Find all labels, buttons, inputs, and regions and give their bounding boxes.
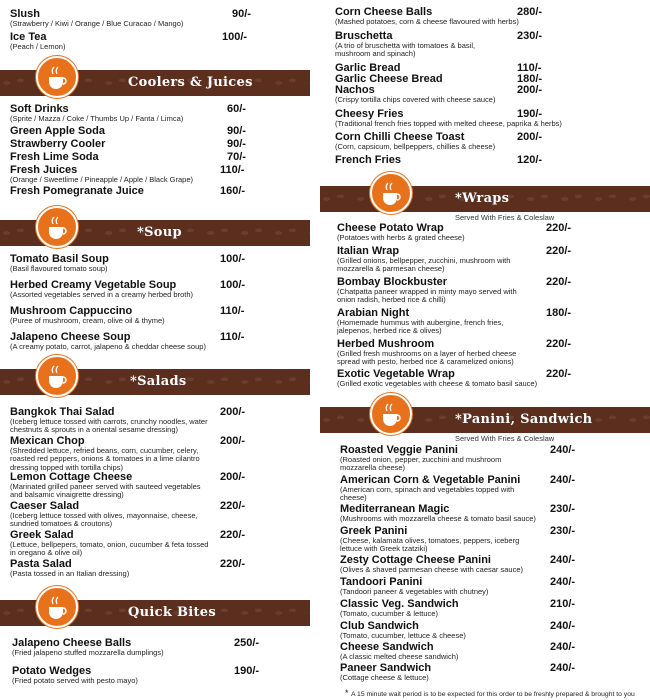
- item-name: Tandoori Panini: [340, 576, 423, 588]
- item-name: Jalapeno Cheese Balls: [12, 637, 132, 649]
- item-desc: (Basil flavoured tomato soup): [10, 264, 108, 273]
- item-name: Classic Veg. Sandwich: [340, 598, 459, 610]
- item-price: 220/-: [220, 500, 246, 512]
- item-name: Mediterranean Magic: [340, 503, 450, 515]
- item-name: Garlic Bread: [335, 62, 401, 74]
- item-name: Paneer Sandwich: [340, 662, 432, 674]
- item-desc: (Traditional french fries topped with melted cheese, paprika & herbs): [335, 119, 562, 128]
- menu-item-corn-chilli-cheese-toast: [335, 131, 535, 151]
- item-price: 180/-: [517, 73, 543, 85]
- item-desc: (Tomato, cucumber & lettuce): [340, 609, 438, 618]
- item-price: 100/-: [222, 31, 248, 43]
- menu-item-jalapeno-cheese-balls: [12, 637, 232, 657]
- item-desc: (Grilled onions, bellpepper, zucchini, mushroom with mozzarella & parmesan cheese): [337, 256, 511, 274]
- item-name: Cheese Potato Wrap: [337, 222, 444, 234]
- item-price: 240/-: [550, 474, 576, 486]
- item-name: Nachos: [335, 84, 375, 96]
- item-name: Club Sandwich: [340, 620, 419, 632]
- item-desc: (Fried jalapeno stuffed mozzarella dumplings): [12, 648, 164, 657]
- section-subtitle: Served With Fries & Coleslaw: [455, 213, 555, 222]
- menu-item-herbed-creamy-vegetable-soup: [10, 279, 230, 299]
- menu-item-paneer-sandwich: [340, 662, 540, 682]
- menu-item-greek-salad: [10, 529, 215, 558]
- item-price: 280/-: [517, 6, 543, 18]
- item-desc: (Tomato, cucumber, lettuce & cheese): [340, 631, 466, 640]
- menu-item-herbed-mushroom: [337, 338, 537, 367]
- item-price: 240/-: [550, 554, 576, 566]
- item-price: 60/-: [227, 103, 246, 115]
- item-price: 100/-: [220, 253, 246, 265]
- item-name: Fresh Juices: [10, 164, 78, 176]
- item-desc: (Tandoori paneer & vegetables with chutney): [340, 587, 489, 596]
- item-price: 190/-: [517, 108, 543, 120]
- item-price: 220/-: [546, 222, 572, 234]
- item-name: Exotic Vegetable Wrap: [337, 368, 455, 380]
- item-name: Greek Panini: [340, 525, 408, 537]
- item-name: Potato Wedges: [12, 665, 92, 677]
- item-price: 70/-: [227, 151, 246, 163]
- item-price: 90/-: [227, 138, 246, 150]
- footnote-text: A 15 minute wait period is to be expected for this order to be freshly prepared & brought to you: [351, 691, 635, 698]
- item-name: Zesty Cottage Cheese Panini: [340, 554, 491, 566]
- item-price: 230/-: [550, 503, 576, 515]
- item-price: 200/-: [517, 131, 543, 143]
- item-desc: (Puree of mushroom, cream, olive oil & thyme): [10, 316, 165, 325]
- item-price: 110/-: [517, 62, 542, 74]
- item-price: 90/-: [227, 125, 246, 137]
- menu-item-classic-veg-sandwich: [340, 598, 540, 618]
- asterisk: *: [345, 688, 352, 698]
- item-desc: (Assorted vegetables served in a creamy herbed broth): [10, 290, 194, 299]
- menu-item-mushroom-cappuccino: [10, 305, 230, 325]
- menu-item-exotic-vegetable-wrap: [337, 368, 567, 388]
- item-desc: (Lettuce, bellpepers, tomato, onion, cucumber & feta tossed in oregano & olive oil): [10, 540, 209, 558]
- item-price: 190/-: [234, 665, 260, 677]
- item-name: Lemon Cottage Cheese: [10, 471, 133, 483]
- item-price: 220/-: [546, 338, 572, 350]
- menu-item-green-apple-soda: [10, 125, 105, 137]
- item-name: Mushroom Cappuccino: [10, 305, 133, 317]
- item-name: French Fries: [335, 154, 402, 166]
- item-price: 230/-: [550, 525, 576, 537]
- menu-item-fresh-lime-soda: [10, 151, 99, 163]
- item-name: Caeser Salad: [10, 500, 80, 512]
- menu-item-cheese-potato-wrap: [337, 222, 527, 242]
- section-title: *Soup: [137, 225, 182, 240]
- item-desc: (Fried potato served with pesto mayo): [12, 676, 138, 685]
- item-price: 110/-: [220, 305, 245, 317]
- item-desc: (Mashed potatoes, corn & cheese flavoured with herbs): [335, 17, 519, 26]
- item-price: 200/-: [220, 435, 246, 447]
- item-price: 250/-: [234, 637, 260, 649]
- item-price: 220/-: [546, 245, 572, 257]
- item-price: 100/-: [220, 279, 246, 291]
- item-price: 240/-: [550, 444, 576, 456]
- item-name: Jalapeno Cheese Soup: [10, 331, 131, 343]
- menu-item-roasted-veggie-panini: [340, 444, 530, 473]
- item-name: Bombay Blockbuster: [337, 276, 448, 288]
- coffee-cup-logo-icon: [370, 172, 412, 214]
- item-name: Garlic Cheese Bread: [335, 73, 443, 85]
- item-desc: (Orange / Sweetlime / Pineapple / Apple / Black Grape): [10, 175, 194, 184]
- coffee-cup-logo-icon: [36, 586, 78, 628]
- menu-item-mexican-chop: [10, 435, 215, 472]
- item-price: 160/-: [220, 185, 246, 197]
- menu-item-soft-drinks: [10, 103, 210, 123]
- menu-item-strawberry-cooler: [10, 138, 105, 150]
- item-price: 220/-: [220, 558, 246, 570]
- item-price: 200/-: [220, 406, 246, 418]
- item-desc: (Iceberg lettuce tossed with olives, mayonnaise, cheese, sundried tomatoes & croutons): [10, 511, 198, 529]
- item-name: Bangkok Thai Salad: [10, 406, 115, 418]
- item-price: 240/-: [550, 576, 576, 588]
- item-desc: (Shredded lettuce, refried beans, corn, cucumber, celery, roasted red peppers, onions & tomatoes in a lime cilantro dressing topped with tortilla chips): [10, 446, 200, 472]
- coffee-cup-logo-icon: [370, 393, 412, 435]
- menu-item-nachos: [335, 84, 535, 104]
- section-title: Coolers & Juices: [128, 75, 253, 90]
- menu-item-lemon-cottage-cheese: [10, 471, 215, 500]
- item-name: Fresh Pomegranate Juice: [10, 185, 144, 197]
- menu-item-cheese-sandwich: [340, 641, 540, 661]
- section-title: *Salads: [130, 374, 187, 389]
- item-price: 120/-: [517, 154, 543, 166]
- section-subtitle: Served With Fries & Coleslaw: [455, 434, 555, 443]
- menu-item-bombay-blockbuster: [337, 276, 527, 305]
- item-desc: (Olives & shaved parmesan cheese with caesar sauce): [340, 565, 524, 574]
- item-price: 110/-: [220, 164, 245, 176]
- item-price: 230/-: [517, 30, 543, 42]
- menu-item-fresh-pomegranate-juice: [10, 185, 144, 197]
- item-name: Herbed Creamy Vegetable Soup: [10, 279, 177, 291]
- item-desc: (Grilled exotic vegetables with cheese & tomato basil sauce): [337, 379, 538, 388]
- item-name: Green Apple Soda: [10, 125, 105, 137]
- menu-item-tandoori-panini: [340, 576, 540, 596]
- item-desc: (Strawberry / Kiwi / Orange / Blue Curacao / Mango): [10, 19, 184, 28]
- item-desc: (Marinated grilled paneer served with sauteed vegetables and balsamic vinaigrette dressing): [10, 482, 201, 500]
- item-name: Cheesy Fries: [335, 108, 404, 120]
- item-name: American Corn & Vegetable Panini: [340, 474, 521, 486]
- item-name: Slush: [10, 8, 40, 20]
- item-name: Italian Wrap: [337, 245, 400, 257]
- item-desc: (Corn, capsicum, bellpeppers, chillies & cheese): [335, 142, 496, 151]
- item-desc: (A trio of bruschetta with tomatoes & basil, mushroom and spinach): [335, 41, 476, 59]
- item-name: Herbed Mushroom: [337, 338, 435, 350]
- item-desc: (American corn, spinach and vegetables topped with cheese): [340, 485, 515, 503]
- section-title: Quick Bites: [128, 605, 216, 620]
- item-desc: (Sprite / Mazza / Coke / Thumbs Up / Fanta / Limca): [10, 114, 184, 123]
- menu-item-pasta-salad: [10, 558, 215, 578]
- item-desc: (Iceberg lettuce tossed with carrots, crunchy noodles, water chestnuts & sprouts in a oriental sesame dressing): [10, 417, 208, 435]
- item-price: 200/-: [517, 84, 543, 96]
- item-desc: (Homemade hummus with aubergine, french fries, jalepenos, herbed rice & olives): [337, 318, 504, 336]
- menu-item-american-corn-vegetable-panini: [340, 474, 530, 503]
- menu-item-potato-wedges: [12, 665, 232, 685]
- menu-item-arabian-night: [337, 307, 527, 336]
- menu-item-greek-panini: [340, 525, 530, 554]
- item-name: Strawberry Cooler: [10, 138, 106, 150]
- item-desc: (Pasta tossed in an Italian dressing): [10, 569, 130, 578]
- item-name: Arabian Night: [337, 307, 410, 319]
- item-name: Mexican Chop: [10, 435, 85, 447]
- item-price: 240/-: [550, 641, 576, 653]
- item-desc: (A creamy potato, carrot, jalapeno & cheddar cheese soup): [10, 342, 206, 351]
- item-price: 200/-: [220, 471, 246, 483]
- coffee-cup-logo-icon: [36, 56, 78, 98]
- section-title: *Wraps: [455, 191, 510, 206]
- item-price: 110/-: [220, 331, 245, 343]
- item-desc: (Roasted onion, pepper, zucchini and mushroom mozzarella cheese): [340, 455, 502, 473]
- menu-item-corn-cheese-balls: [335, 6, 535, 26]
- item-price: 210/-: [550, 598, 576, 610]
- item-desc: (Potatoes with herbs & grated cheese): [337, 233, 465, 242]
- item-name: Greek Salad: [10, 529, 74, 541]
- coffee-cup-logo-icon: [36, 355, 78, 397]
- item-desc: (Grilled fresh mushrooms on a layer of herbed cheese spread with pesto, herbed rice & caramelized onions): [337, 349, 517, 367]
- item-name: Pasta Salad: [10, 558, 72, 570]
- item-price: 180/-: [546, 307, 572, 319]
- item-name: Roasted Veggie Panini: [340, 444, 458, 456]
- menu-item-fresh-juices: [10, 164, 220, 184]
- item-price: 240/-: [550, 620, 576, 632]
- item-desc: (Peach / Lemon): [10, 42, 66, 51]
- section-title: *Panini, Sandwich: [455, 412, 593, 427]
- item-price: 90/-: [232, 8, 251, 20]
- item-desc: (Cottage cheese & lettuce): [340, 673, 429, 682]
- item-price: 220/-: [546, 276, 572, 288]
- item-desc: (Cheese, kalamata olives, tomatoes, peppers, iceberg lettuce with Greek tzatziki): [340, 536, 520, 554]
- item-name: Corn Chilli Cheese Toast: [335, 131, 465, 143]
- item-desc: (Mushrooms with mozzarella cheese & tomato basil sauce): [340, 514, 536, 523]
- menu-item-club-sandwich: [340, 620, 540, 640]
- coffee-cup-logo-icon: [36, 206, 78, 248]
- item-name: Bruschetta: [335, 30, 393, 42]
- item-desc: (Crispy tortilla chips covered with cheese sauce): [335, 95, 496, 104]
- footnote: [345, 688, 635, 698]
- menu-item-slush: [10, 8, 210, 28]
- menu-item-french-fries: [335, 154, 401, 166]
- menu-item-jalapeno-cheese-soup: [10, 331, 230, 351]
- item-desc: (A classic melted cheese sandwich): [340, 652, 459, 661]
- item-name: Corn Cheese Balls: [335, 6, 433, 18]
- item-name: Cheese Sandwich: [340, 641, 434, 653]
- item-price: 240/-: [550, 662, 576, 674]
- menu-item-italian-wrap: [337, 245, 527, 274]
- item-price: 220/-: [546, 368, 572, 380]
- menu-item-ice-tea: [10, 31, 210, 51]
- menu-item-tomato-basil-soup: [10, 253, 230, 273]
- item-name: Soft Drinks: [10, 103, 69, 115]
- item-price: 220/-: [220, 529, 246, 541]
- menu-item-bruschetta: [335, 30, 510, 59]
- item-name: Ice Tea: [10, 31, 47, 43]
- menu-item-mediterranean-magic: [340, 503, 555, 523]
- menu-item-caeser-salad: [10, 500, 215, 529]
- item-name: Fresh Lime Soda: [10, 151, 99, 163]
- menu-item-bangkok-thai-salad: [10, 406, 215, 435]
- item-name: Tomato Basil Soup: [10, 253, 109, 265]
- menu-item-zesty-cottage-cheese-panini: [340, 554, 555, 574]
- item-desc: (Chatpatta paneer wrapped in minty mayo served with onion radish, herbed rice & chilli): [337, 287, 517, 305]
